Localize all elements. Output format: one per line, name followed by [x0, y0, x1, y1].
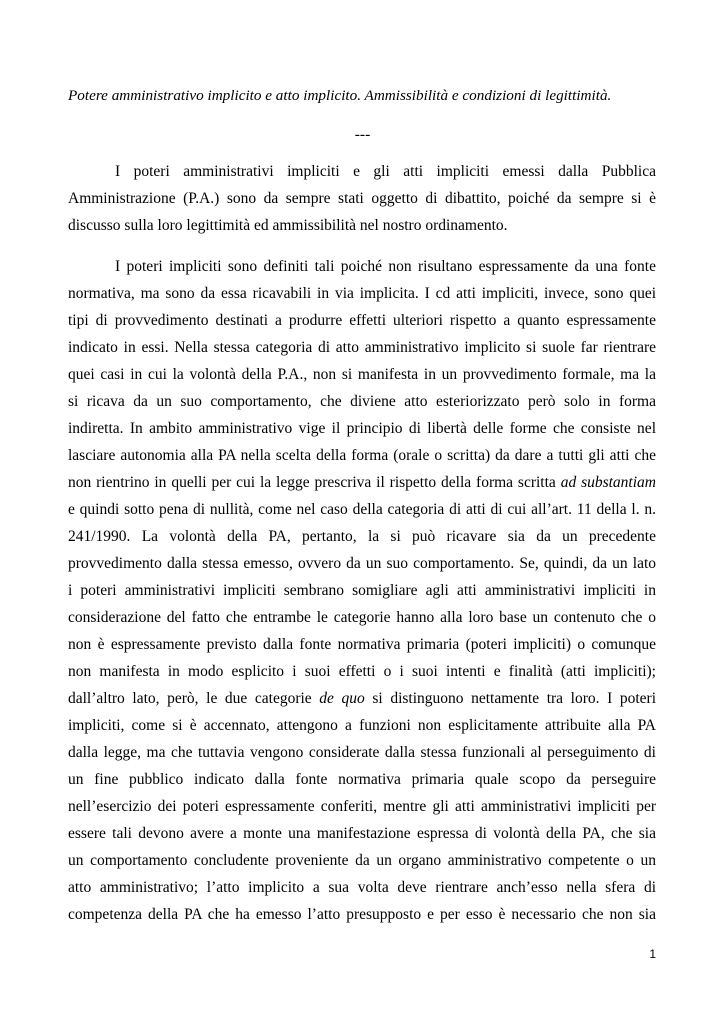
text-line-content: indicato in essi. Nella stessa categoria di atto amministrativo implicito si suole far rientrare: [68, 339, 656, 356]
page-number: 1: [649, 947, 656, 961]
text-line: [68, 851, 656, 871]
text-line-content: indiretta. In ambito amministrativo vige il principio di libertà delle forme che consiste nel: [68, 420, 656, 437]
text-line: [68, 743, 656, 763]
text-line-content: essere tali devono avere a monte una manifestazione espressa di volontà della PA, che sia: [68, 825, 656, 842]
text-line: [68, 770, 656, 790]
text-line-content: impliciti, come si è accennato, attengono a funzioni non esplicitamente attribuite alla PA: [68, 717, 656, 734]
text-line: [68, 716, 656, 736]
text-line: [68, 689, 656, 709]
text-line: [68, 473, 656, 493]
text-line-content: provvedimento dalla stessa emesso, ovvero da un suo comportamento. Se, quindi, da un lato: [68, 555, 656, 572]
text-line-content: tipi di provvedimento destinati a produrre effetti ulteriori rispetto a quanto espressamente: [68, 312, 656, 329]
text-line-content: Amministrazione (P.A.) sono da sempre stati oggetto di dibattito, poiché da sempre si è: [68, 190, 656, 207]
text-line-content: competenza della PA che ha emesso l’atto presupposto e per esso è necessario che non sia: [68, 906, 656, 923]
text-line-content: lasciare autonomia alla PA nella scelta della forma (orale o scritta) da dare a tutti gli atti che: [68, 447, 656, 464]
text-line-content: quei casi in cui la volontà della P.A., non si manifesta in un provvedimento formale, ma la: [68, 366, 656, 383]
text-line: [68, 527, 656, 547]
text-line-content: nell’esercizio dei poteri espressamente conferiti, mentre gli atti amministrativi impliciti per: [68, 798, 656, 815]
text-line-content: si ricava da un suo comportamento, che diviene atto esteriorizzato però solo in forma: [68, 393, 656, 410]
document-title: Potere amministrativo implicito e atto implicito. Ammissibilità e condizioni di legittimità.: [68, 87, 612, 104]
text-line: [68, 216, 656, 236]
text-line-content: dall’altro lato, però, le due categorie: [68, 690, 312, 707]
text-line: [68, 905, 656, 925]
text-line-content: atto amministrativo; l’atto implicito a sua volta deve rientrare anch’esso nella sfera di: [68, 879, 656, 896]
text-line: [68, 189, 656, 209]
text-line-content: non manifesta in modo esplicito i suoi effetti o i suoi intenti e finalità (atti impliciti);: [68, 663, 656, 680]
text-line: [68, 500, 656, 520]
text-line-continuation: si distinguono nettamente tra loro. I poteri: [372, 690, 657, 707]
text-line-content: i poteri amministrativi impliciti sembrano somigliare agli atti amministrativi impliciti in: [68, 582, 656, 599]
text-line-content: I poteri amministrativi impliciti e gli atti impliciti emessi dalla Pubblica: [115, 163, 656, 180]
text-line: [68, 662, 656, 682]
text-line-content: e quindi sotto pena di nullità, come nel caso della categoria di atti di cui all’art. 11 della l. n.: [68, 501, 656, 518]
text-line: [68, 311, 656, 331]
text-line: [68, 419, 656, 439]
text-line: [68, 257, 656, 277]
text-line-content: un comportamento concludente proveniente da un organo amministrativo competente o un: [68, 852, 656, 869]
italic-term: ad substantiam: [560, 474, 656, 491]
text-line: [68, 554, 656, 574]
text-line: [68, 608, 656, 628]
text-line: [68, 338, 656, 358]
text-line-content: 241/1990. La volontà della PA, pertanto, la si può ricavare sia da un precedente: [68, 528, 656, 545]
text-line: [68, 446, 656, 466]
text-line-content: normativa, ma sono da essa ricavabili in via implicita. I cd atti impliciti, invece, sono quei: [68, 285, 656, 302]
section-separator: ---: [354, 126, 371, 143]
text-line-content: considerazione del fatto che entrambe le categorie hanno alla loro base un contenuto che o: [68, 609, 656, 626]
text-line: [68, 635, 656, 655]
text-line: [68, 392, 656, 412]
text-line: [68, 797, 656, 817]
text-line: [68, 365, 656, 385]
text-line: [68, 581, 656, 601]
text-line: [68, 824, 656, 844]
text-line-content: I poteri impliciti sono definiti tali poiché non risultano espressamente da una fonte: [115, 258, 656, 275]
text-line-content: non rientrino in quelli per cui la legge prescriva il rispetto della forma scritta: [68, 474, 556, 491]
text-line-content: dalla legge, ma che tuttavia vengono considerate dalla stessa funzionali al perseguimento di: [68, 744, 656, 761]
text-line-content: non è espressamente previsto dalla fonte normativa primaria (poteri impliciti) o comunque: [68, 636, 656, 653]
text-line-content: discusso sulla loro legittimità ed ammissibilità nel nostro ordinamento.: [68, 217, 508, 234]
text-line: [68, 162, 656, 182]
text-line: [68, 878, 656, 898]
italic-term: de quo: [319, 690, 365, 707]
text-line-content: un fine pubblico indicato dalla fonte normativa primaria quale scopo da perseguire: [68, 771, 656, 788]
text-line: [68, 284, 656, 304]
